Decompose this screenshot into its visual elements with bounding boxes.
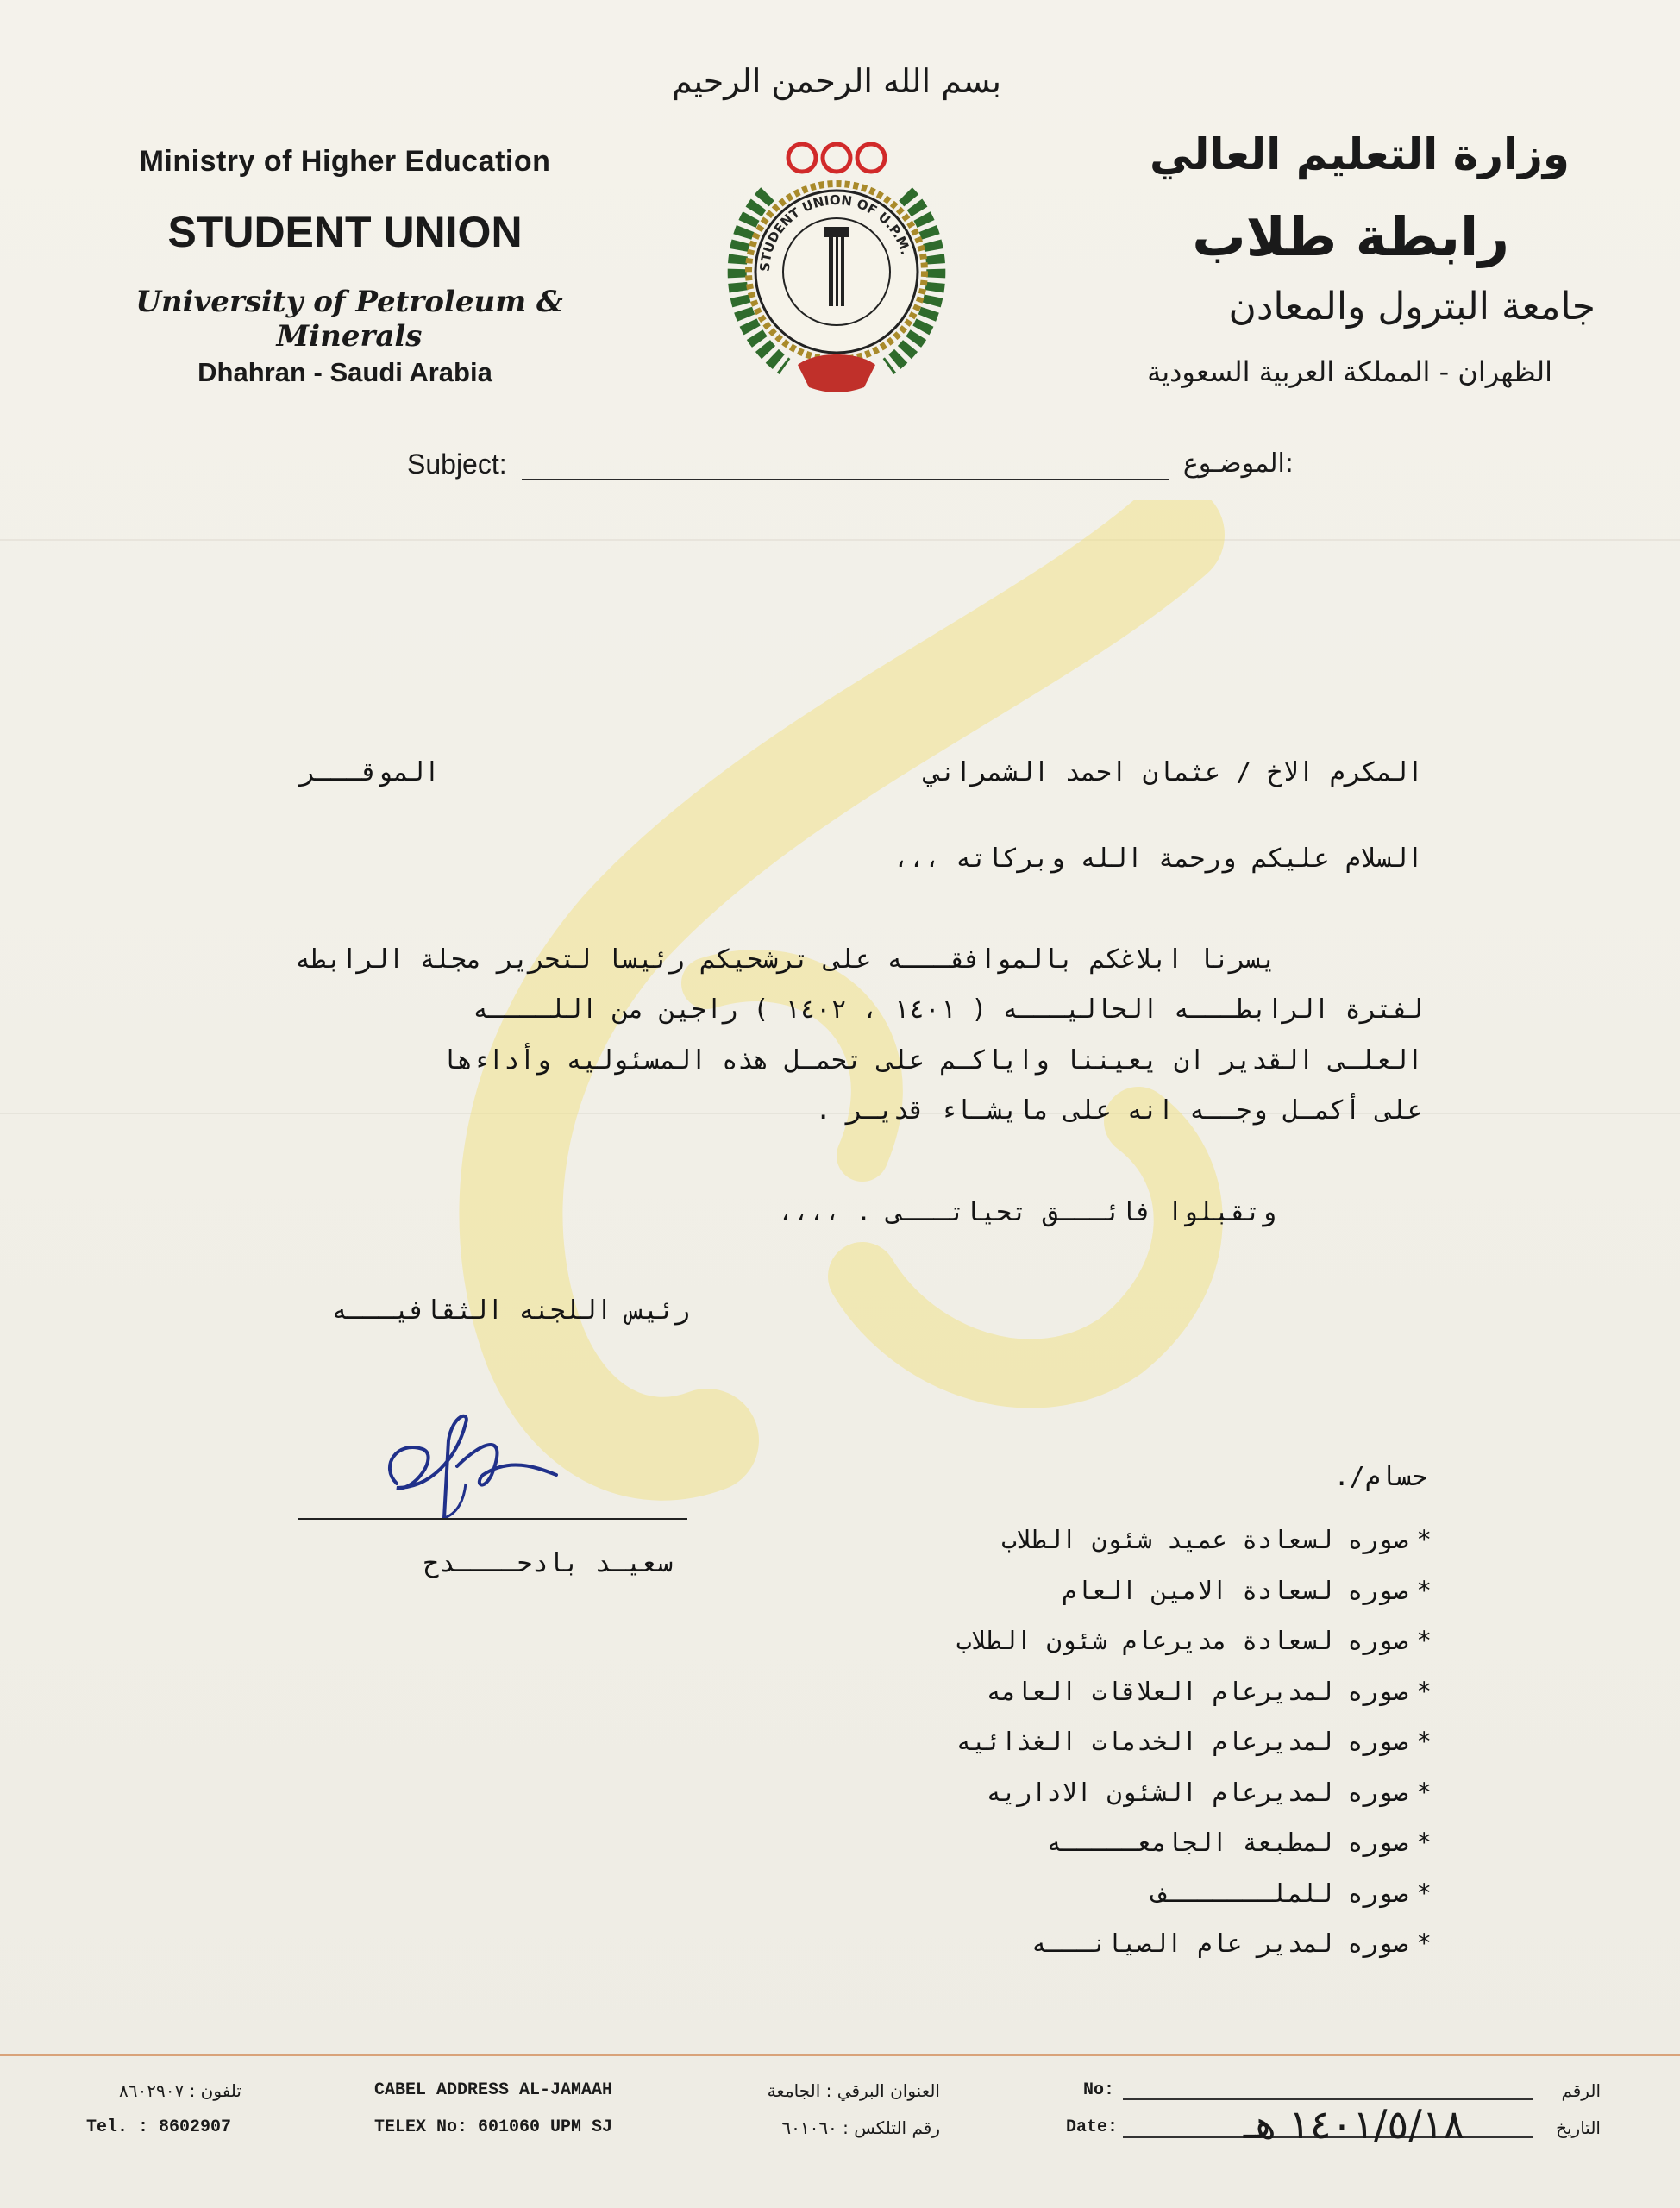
ref-no-label-ar: الرقم: [1561, 2080, 1601, 2101]
cc-item: [862, 1525, 1432, 1554]
signature-line: [298, 1518, 687, 1520]
paragraph-line: العلـى القدير ان يعيننا واياكـم على تحمـل هذه المسئوليه وأداءها: [442, 1045, 1423, 1076]
footer-rule: [0, 2054, 1680, 2056]
cc-item-text: صوره لسعادة مديرعام شئون الطلاب: [956, 1626, 1408, 1655]
cc-bullet: *: [1416, 1878, 1432, 1908]
cc-item-text: صوره لمديرعام الشئون الاداريه: [986, 1777, 1408, 1807]
handwritten-date: ١٤٠١/٥/١٨ هـ: [1243, 2101, 1465, 2148]
cable-address-ar: العنوان البرقي : الجامعة: [767, 2080, 940, 2101]
cc-bullet: *: [1416, 1777, 1432, 1807]
location-en: Dhahran - Saudi Arabia: [197, 357, 492, 387]
subject-label-ar: :الموضـوع: [1182, 448, 1294, 479]
ref-no-label-en: No:: [1083, 2080, 1115, 2100]
union-name-en: STUDENT UNION: [167, 208, 523, 256]
cable-address-en: CABEL ADDRESS AL-JAMAAH: [374, 2080, 613, 2100]
signatory-name: سعيـد بادحــــدح: [423, 1548, 673, 1578]
cc-bullet: *: [1416, 1575, 1432, 1605]
cc-item-text: صوره لمدير عام الصيانـــه: [1031, 1929, 1408, 1958]
salutation-name: المكرم الاخ / عثمان احمد الشمراني: [925, 757, 1423, 787]
paragraph-line: على أكمـل وجــه انه على مايشـاء قديـر .: [815, 1095, 1423, 1126]
cc-item: [862, 1929, 1432, 1958]
cc-bullet: *: [1416, 1727, 1432, 1756]
date-label-en: Date:: [1066, 2117, 1119, 2137]
cc-item: [862, 1677, 1432, 1706]
cc-item-text: صوره للملـــــــف: [1151, 1878, 1408, 1908]
cc-bullet: *: [1416, 1929, 1432, 1958]
ministry-name-en: Ministry of Higher Education: [139, 145, 551, 178]
union-logo: [716, 142, 957, 401]
cc-item: [862, 1879, 1432, 1908]
basmala: بسم الله الرحمن الرحيم: [672, 62, 1001, 100]
cc-item-text: صوره لمديرعام الخدمات الغذائيه: [956, 1727, 1408, 1756]
cc-item-text: صوره لمديرعام العلاقات العامه: [986, 1676, 1408, 1706]
paragraph-line: يسرنا ابلاغكم بالموافقـــه على ترشحيكم رئيسا لتحرير مجلة الرابطه: [295, 944, 1276, 975]
subject-line: [522, 479, 1169, 480]
union-name-ar: رابطة طلاب: [1192, 205, 1509, 268]
signature: [362, 1406, 569, 1535]
subject-label-en: Subject:: [407, 448, 507, 480]
logo-ring-text: STUDENT UNION OF U.P.M.: [756, 191, 914, 273]
university-name-en: University of Petroleum & Minerals: [135, 285, 563, 354]
cc-item-text: صوره لسعادة عميد شئون الطلاب: [1001, 1525, 1408, 1554]
telex-en: TELEX No: 601060 UPM SJ: [374, 2117, 613, 2137]
paragraph-line: لفترة الرابطـــه الحاليـــه ( ١٤٠١ ، ١٤٠٢ ) راجين من اللــــه: [473, 994, 1423, 1025]
phone-en: Tel. : 8602907: [86, 2117, 232, 2137]
logo-rings: [788, 144, 885, 172]
cc-bullet: *: [1416, 1676, 1432, 1706]
cc-bullet: *: [1416, 1626, 1432, 1655]
salutation-title: الموقـــر: [299, 757, 440, 787]
cc-bullet: *: [1416, 1828, 1432, 1857]
signatory-title: رئيس اللجنه الثقافيـــه: [331, 1295, 690, 1326]
greeting: السلام عليكم ورحمة الله وبركاته ،،،: [893, 844, 1423, 874]
closing: وتقبلوا فائـــق تحياتـــى . ،،،،: [778, 1197, 1276, 1227]
handshake-icon: [798, 354, 875, 392]
ministry-name-ar: وزارة التعليم العالي: [1150, 129, 1570, 179]
cc-bullet: *: [1416, 1525, 1432, 1554]
date-label-ar: التاريخ: [1556, 2117, 1601, 2138]
ref-no-line: [1123, 2098, 1533, 2100]
cc-item: [862, 1727, 1432, 1756]
cc-item: [862, 1828, 1432, 1857]
watermark-stroke: [862, 1121, 1188, 1374]
cc-item-text: صوره لمطبعة الجامعـــــه: [1046, 1828, 1408, 1857]
university-name-ar: جامعة البترول والمعادن: [1228, 285, 1595, 329]
phone-ar: تلفون : ٨٦٠٢٩٠٧: [119, 2080, 241, 2101]
location-ar: الظهران - المملكة العربية السعودية: [1147, 355, 1552, 388]
cc-item-text: صوره لسعادة الامين العام: [1061, 1575, 1408, 1605]
cc-item: [862, 1576, 1432, 1605]
cc-item: [862, 1778, 1432, 1807]
telex-ar: رقم التلكس : ٦٠١٠٦٠: [781, 2117, 940, 2138]
cc-item: [862, 1626, 1432, 1655]
typist-initials: حسام/.: [1333, 1462, 1427, 1492]
